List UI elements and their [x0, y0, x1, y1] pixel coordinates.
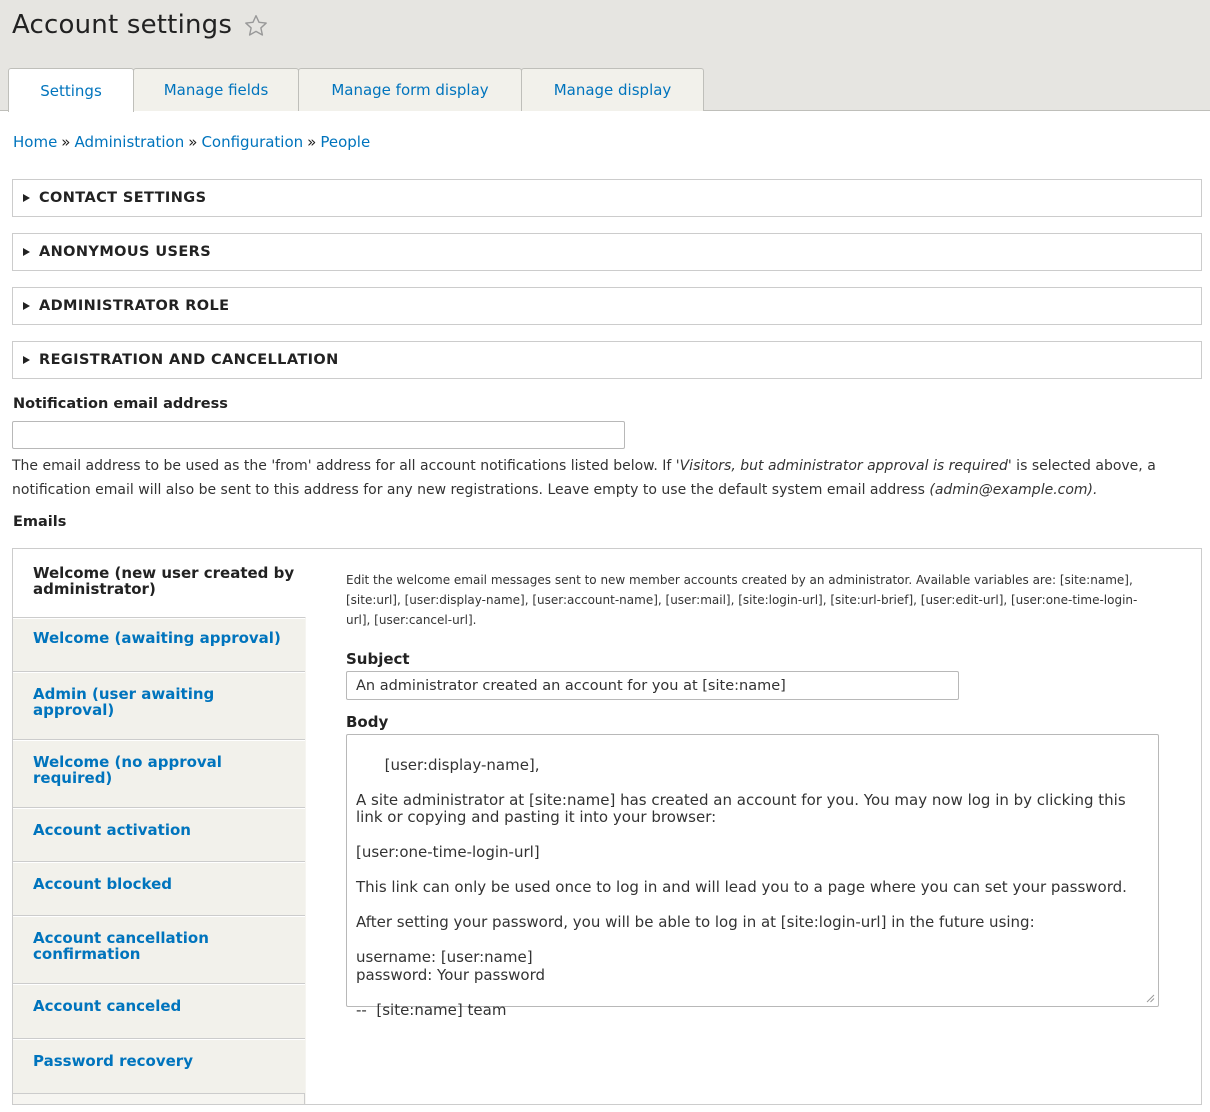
details-summary: REGISTRATION AND CANCELLATION: [39, 352, 339, 368]
breadcrumb-separator: »: [307, 133, 317, 151]
notification-email-input[interactable]: [12, 421, 625, 449]
emails-vertical-tabs: [12, 548, 1202, 1105]
breadcrumb-configuration[interactable]: Configuration: [201, 133, 304, 151]
body-text: [user:display-name], A site administrator at [site:name] has created an account for you. You may now log in by clicking this link or copying and pasting it into your browser: [user:one-time-login-url] This link can only be used once to log in and will lead you to a page where you can set your password. After setting your password, you will be able to log in at [site:login-url] in the future using: username: [user:name] password: Your password -- [site:name] team: [356, 755, 1127, 1019]
vtab-account-blocked[interactable]: Account blocked: [13, 862, 305, 916]
triangle-right-icon: [23, 302, 30, 310]
subject-input[interactable]: [346, 671, 959, 700]
details-summary: ANONYMOUS USERS: [39, 244, 212, 260]
details-contact-settings[interactable]: [12, 179, 1202, 217]
breadcrumb: [13, 133, 370, 151]
emails-label: Emails: [13, 514, 67, 530]
vtab-password-recovery[interactable]: Password recovery: [13, 1039, 305, 1094]
details-summary: ADMINISTRATOR ROLE: [39, 298, 230, 314]
vtab-welcome-awaiting-approval[interactable]: Welcome (awaiting approval): [13, 618, 305, 672]
breadcrumb-separator: »: [61, 133, 71, 151]
page-title: Account settings: [12, 10, 233, 40]
vtab-account-canceled[interactable]: Account canceled: [13, 984, 305, 1039]
vtab-account-activation[interactable]: Account activation: [13, 808, 305, 862]
resize-grip-icon[interactable]: [1145, 993, 1155, 1003]
vtab-welcome-admin-created[interactable]: Welcome (new user created by administrator): [13, 549, 306, 618]
notification-email-description: The email address to be used as the 'from' address for all account notifications listed below. If 'Visitors, but administrator approval is required' is selected above, a notification email will also be sent to this address for any new registrations. Leave empty to use the default system email address (admin@example.com).: [12, 458, 1156, 498]
tab-manage-display[interactable]: Manage display: [521, 68, 704, 111]
body-textarea[interactable]: [346, 734, 1159, 1019]
details-anonymous-users[interactable]: [12, 233, 1202, 271]
details-registration-and-cancellation[interactable]: [12, 341, 1202, 379]
pane-description: Edit the welcome email messages sent to new member accounts created by an administrator. Available variables are: [site:name], [site:url], [user:display-name], [user:account-name], [user:mail], [site:login-url], [site:url-brief], [user:edit-url], [user:one-time-login-url], [user:cancel-url].: [346, 573, 1138, 627]
triangle-right-icon: [23, 356, 30, 364]
notification-email-label: Notification email address: [13, 396, 228, 412]
breadcrumb-separator: »: [188, 133, 198, 151]
star-outline-icon[interactable]: [243, 13, 269, 39]
breadcrumb-people[interactable]: People: [320, 133, 371, 151]
vertical-tab-pane: [306, 549, 1201, 1104]
tab-manage-form-display[interactable]: Manage form display: [298, 68, 522, 111]
details-administrator-role[interactable]: [12, 287, 1202, 325]
body-label: Body: [346, 713, 389, 731]
subject-label: Subject: [346, 650, 410, 668]
vtab-welcome-no-approval[interactable]: Welcome (no approval required): [13, 740, 305, 808]
vtab-account-cancellation-confirmation[interactable]: Account cancellation confirmation: [13, 916, 305, 984]
breadcrumb-home[interactable]: Home: [13, 133, 58, 151]
triangle-right-icon: [23, 248, 30, 256]
details-summary: CONTACT SETTINGS: [39, 190, 207, 206]
page-header: [0, 0, 1210, 111]
triangle-right-icon: [23, 194, 30, 202]
tab-settings[interactable]: Settings: [8, 68, 134, 112]
tab-manage-fields[interactable]: Manage fields: [133, 68, 299, 111]
vtab-admin-user-awaiting-approval[interactable]: Admin (user awaiting approval): [13, 672, 305, 740]
breadcrumb-administration[interactable]: Administration: [74, 133, 185, 151]
vertical-tabs-menu: [13, 549, 305, 1104]
primary-tabs: [8, 68, 703, 111]
